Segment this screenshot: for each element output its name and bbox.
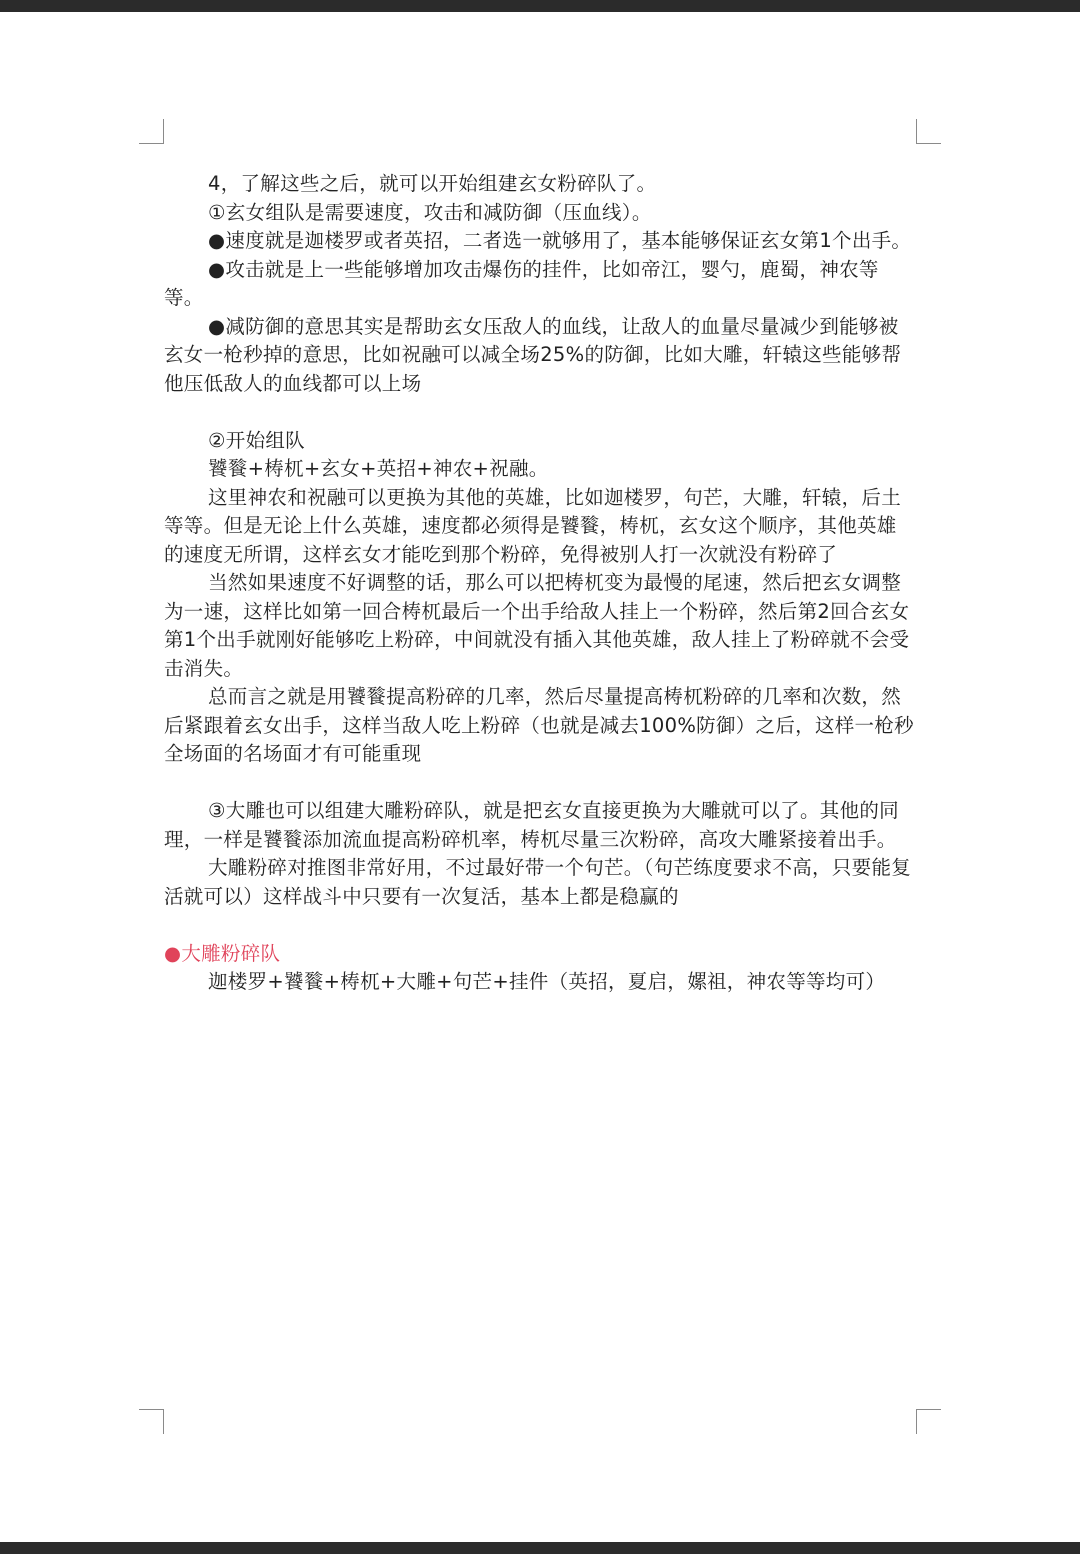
paragraph: 总而言之就是用饕餮提高粉碎的几率，然后尽量提高梼杌粉碎的几率和次数，然后紧跟着玄女出手，这样当敌人吃上粉碎（也就是减去100%防御）之后，这样一枪秒全场面的名场面才有可能重现 [164,685,914,765]
bottom-bar [0,1542,1080,1554]
crop-mark-bottom-right [916,1409,941,1434]
document-body [164,170,916,997]
paragraph: ②开始组队 [208,428,305,452]
crop-mark-top-right [916,119,941,144]
blank-line [164,398,916,427]
bullet-paragraph: ●攻击就是上一些能够增加攻击爆伤的挂件，比如帝江，婴勺，鹿蜀，神农等等。 [164,257,879,309]
crop-mark-bottom-left [139,1409,164,1434]
crop-mark-top-left [139,119,164,144]
paragraph: 迦楼罗+饕餮+梼杌+大雕+句芒+挂件（英招，夏启，嫘祖，神农等等均可） [208,970,886,993]
bullet-paragraph: ●速度就是迦楼罗或者英招，二者选一就够用了，基本能够保证玄女第1个出手。 [208,229,912,252]
paragraph: 当然如果速度不好调整的话，那么可以把梼杌变为最慢的尾速，然后把玄女调整为一速，这样比如第一回合梼杌最后一个出手给敌人挂上一个粉碎，然后第2回合玄女第1个出手就刚好能够吃上粉碎，中间就没有插入其他英雄，敌人挂上了粉碎就不会受击消失。 [164,571,910,680]
section-heading [164,940,916,969]
blank-line [164,769,916,798]
bullet-paragraph: ●减防御的意思其实是帮助玄女压敌人的血线，让敌人的血量尽量减少到能够被玄女一枪秒掉的意思，比如祝融可以减全场25%的防御，比如大雕，轩辕这些能够帮他压低敌人的血线都可以上场 [164,314,902,395]
paragraph: 这里神农和祝融可以更换为其他的英雄，比如迦楼罗，句芒，大雕，轩辕，后土等等。但是无论上什么英雄，速度都必须得是饕餮，梼杌，玄女这个顺序，其他英雄的速度无所谓，这样玄女才能吃到那个粉碎，免得被别人打一次就没有粉碎了 [164,485,902,566]
bullet-icon: ● [164,941,182,965]
top-bar [0,0,1080,12]
blank-line [164,911,916,940]
paragraph: ③大雕也可以组建大雕粉碎队，就是把玄女直接更换为大雕就可以了。其他的同理，一样是饕餮添加流血提高粉碎机率，梼杌尽量三次粉碎，高攻大雕紧接着出手。 [164,799,899,851]
paragraph: 4，了解这些之后，就可以开始组建玄女粉碎队了。 [208,172,657,195]
paragraph: 大雕粉碎对推图非常好用，不过最好带一个句芒。（句芒练度要求不高，只要能复活就可以）这样战斗中只要有一次复活，基本上都是稳赢的 [164,856,912,908]
section-heading-text: 大雕粉碎队 [181,941,281,965]
paragraph: 饕餮+梼杌+玄女+英招+神农+祝融。 [208,457,549,480]
paragraph: ①玄女组队是需要速度，攻击和减防御（压血线）。 [208,200,652,224]
